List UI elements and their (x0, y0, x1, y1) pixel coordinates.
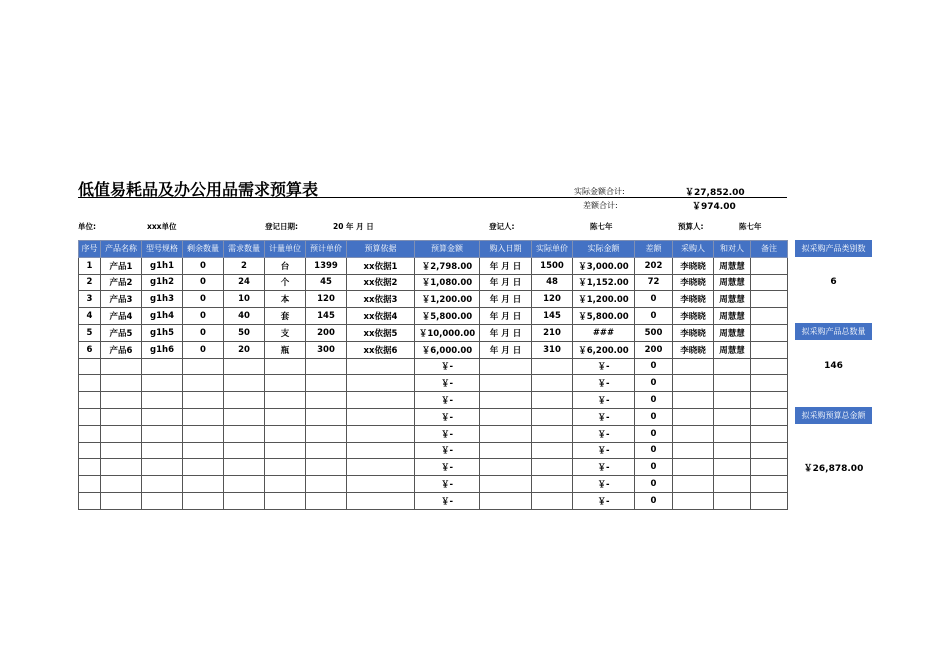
table-cell[interactable]: 145 (306, 308, 347, 325)
table-cell[interactable]: 产品6 (101, 341, 142, 358)
registrar-label: 登记人: (489, 222, 515, 231)
column-header: 采购人 (673, 241, 714, 258)
table-cell[interactable] (480, 492, 532, 509)
quantity-total-label: 拟采购产品总数量 (795, 323, 872, 340)
table-cell[interactable]: ### (573, 324, 635, 341)
table-cell[interactable]: 500 (635, 324, 673, 341)
column-header: 预计单价 (306, 241, 347, 258)
table-cell[interactable] (224, 492, 265, 509)
table-cell[interactable] (142, 408, 183, 425)
table-cell[interactable] (79, 408, 101, 425)
table-cell[interactable]: ￥- (573, 492, 635, 509)
table-cell[interactable] (224, 442, 265, 459)
table-cell[interactable] (306, 392, 347, 409)
table-cell[interactable] (306, 442, 347, 459)
table-cell[interactable]: xx依据5 (347, 324, 415, 341)
table-cell[interactable] (673, 492, 714, 509)
table-cell[interactable]: g1h1 (142, 257, 183, 274)
table-cell[interactable] (265, 408, 306, 425)
table-cell[interactable]: xx依据4 (347, 308, 415, 325)
column-header: 差额 (635, 241, 673, 258)
table-cell[interactable]: ￥1,152.00 (573, 274, 635, 291)
table-cell[interactable] (347, 425, 415, 442)
table-cell[interactable]: 年 月 日 (480, 274, 532, 291)
table-cell[interactable] (714, 358, 751, 375)
table-cell[interactable] (751, 408, 788, 425)
table-cell[interactable] (101, 375, 142, 392)
column-header: 需求数量 (224, 241, 265, 258)
table-cell[interactable] (183, 442, 224, 459)
date-value: 20 年 月 日 (333, 222, 374, 231)
table-cell[interactable]: 李晓晓 (673, 257, 714, 274)
column-header: 剩余数量 (183, 241, 224, 258)
table-row (79, 257, 788, 274)
table-cell[interactable] (751, 257, 788, 274)
table-cell[interactable]: 周慧慧 (714, 308, 751, 325)
table-cell[interactable] (183, 425, 224, 442)
table-cell[interactable] (79, 476, 101, 493)
table-cell[interactable] (265, 476, 306, 493)
table-cell[interactable] (306, 492, 347, 509)
table-cell[interactable]: ￥10,000.00 (415, 324, 480, 341)
table-cell[interactable]: 0 (183, 308, 224, 325)
table-cell[interactable]: ￥3,000.00 (573, 257, 635, 274)
table-cell[interactable] (347, 459, 415, 476)
table-cell[interactable] (714, 425, 751, 442)
table-cell[interactable]: 120 (532, 291, 573, 308)
table-cell[interactable]: ￥2,798.00 (415, 257, 480, 274)
table-cell[interactable]: 6 (79, 341, 101, 358)
table-cell[interactable] (265, 392, 306, 409)
column-header: 预算金额 (415, 241, 480, 258)
unit-label: 单位: (78, 222, 96, 231)
table-cell[interactable] (183, 358, 224, 375)
table-cell[interactable] (532, 392, 573, 409)
table-cell[interactable] (347, 492, 415, 509)
table-cell[interactable] (480, 476, 532, 493)
table-cell[interactable]: 李晓晓 (673, 291, 714, 308)
table-cell[interactable]: 200 (306, 324, 347, 341)
table-cell[interactable]: 年 月 日 (480, 341, 532, 358)
table-cell[interactable] (101, 459, 142, 476)
table-cell[interactable] (224, 408, 265, 425)
table-cell[interactable] (532, 375, 573, 392)
table-cell[interactable] (532, 425, 573, 442)
table-cell[interactable] (347, 358, 415, 375)
title-underline (78, 197, 787, 198)
actual-total-label: 实际金额合计: (574, 187, 625, 196)
table-cell[interactable] (101, 442, 142, 459)
budget-total-value: ￥26,878.00 (803, 464, 864, 474)
table-cell[interactable]: 0 (635, 442, 673, 459)
table-cell[interactable] (714, 375, 751, 392)
table-cell[interactable]: 300 (306, 341, 347, 358)
table-cell[interactable]: ￥- (415, 459, 480, 476)
table-cell[interactable] (480, 375, 532, 392)
category-count-label: 拟采购产品类别数 (795, 240, 872, 257)
table-cell[interactable] (673, 392, 714, 409)
table-cell[interactable]: 1500 (532, 257, 573, 274)
table-cell[interactable] (265, 492, 306, 509)
table-cell[interactable] (751, 308, 788, 325)
table-cell[interactable] (480, 459, 532, 476)
table-cell[interactable]: 0 (635, 459, 673, 476)
table-cell[interactable] (347, 476, 415, 493)
column-header: 和对人 (714, 241, 751, 258)
table-cell[interactable]: 1 (79, 257, 101, 274)
table-cell[interactable] (224, 459, 265, 476)
table-cell[interactable]: 45 (306, 274, 347, 291)
table-cell[interactable]: 120 (306, 291, 347, 308)
table-cell[interactable]: 2 (79, 274, 101, 291)
table-cell[interactable]: ￥- (573, 459, 635, 476)
table-cell[interactable]: ￥- (415, 358, 480, 375)
table-cell[interactable] (480, 442, 532, 459)
budget-table (78, 240, 788, 510)
table-cell[interactable]: ￥- (573, 375, 635, 392)
table-cell[interactable] (673, 408, 714, 425)
table-cell[interactable] (142, 442, 183, 459)
budget-total-label: 拟采购预算总金额 (795, 407, 872, 424)
table-row (79, 274, 788, 291)
table-cell[interactable]: 套 (265, 308, 306, 325)
table-cell[interactable] (101, 476, 142, 493)
table-cell[interactable] (751, 459, 788, 476)
table-cell[interactable] (751, 476, 788, 493)
table-cell[interactable]: 72 (635, 274, 673, 291)
table-cell[interactable]: ￥- (415, 392, 480, 409)
table-cell[interactable]: 24 (224, 274, 265, 291)
table-cell[interactable]: 0 (635, 392, 673, 409)
table-cell[interactable] (101, 358, 142, 375)
table-cell[interactable] (347, 408, 415, 425)
table-cell[interactable]: ￥- (415, 375, 480, 392)
table-cell[interactable]: xx依据6 (347, 341, 415, 358)
table-cell[interactable] (265, 358, 306, 375)
column-header: 购入日期 (480, 241, 532, 258)
table-cell[interactable]: 周慧慧 (714, 324, 751, 341)
table-cell[interactable] (79, 492, 101, 509)
table-cell[interactable]: ￥1,200.00 (573, 291, 635, 308)
table-cell[interactable]: 0 (183, 257, 224, 274)
table-cell[interactable] (751, 425, 788, 442)
table-cell[interactable] (306, 459, 347, 476)
table-cell[interactable]: g1h2 (142, 274, 183, 291)
column-header: 备注 (751, 241, 788, 258)
table-cell[interactable] (142, 375, 183, 392)
table-cell[interactable] (142, 392, 183, 409)
page-title: 低值易耗品及办公用品需求预算表 (78, 180, 319, 199)
table-cell[interactable] (347, 375, 415, 392)
table-cell[interactable] (714, 408, 751, 425)
table-cell[interactable]: 产品4 (101, 308, 142, 325)
table-cell[interactable] (751, 375, 788, 392)
table-row (79, 324, 788, 341)
table-cell[interactable]: 周慧慧 (714, 291, 751, 308)
table-cell[interactable] (79, 442, 101, 459)
table-row (79, 408, 788, 425)
table-cell[interactable] (224, 392, 265, 409)
quantity-total-value: 146 (824, 361, 843, 371)
table-cell[interactable] (751, 291, 788, 308)
table-cell[interactable] (751, 274, 788, 291)
table-cell[interactable] (79, 392, 101, 409)
table-cell[interactable] (714, 492, 751, 509)
table-cell[interactable]: ￥- (415, 476, 480, 493)
table-cell[interactable] (79, 425, 101, 442)
table-cell[interactable] (265, 459, 306, 476)
table-cell[interactable] (480, 392, 532, 409)
table-cell[interactable]: 周慧慧 (714, 257, 751, 274)
table-cell[interactable]: 0 (635, 425, 673, 442)
table-cell[interactable]: 年 月 日 (480, 308, 532, 325)
table-cell[interactable]: ￥5,800.00 (573, 308, 635, 325)
table-cell[interactable]: xx依据3 (347, 291, 415, 308)
table-cell[interactable] (101, 392, 142, 409)
table-cell[interactable]: 周慧慧 (714, 274, 751, 291)
table-cell[interactable]: 0 (183, 291, 224, 308)
table-cell[interactable]: 支 (265, 324, 306, 341)
table-cell[interactable] (79, 459, 101, 476)
table-cell[interactable] (183, 476, 224, 493)
table-row (79, 425, 788, 442)
table-cell[interactable]: ￥- (415, 425, 480, 442)
table-row (79, 492, 788, 509)
table-cell[interactable] (224, 358, 265, 375)
table-cell[interactable]: ￥- (573, 408, 635, 425)
table-cell[interactable]: 产品2 (101, 274, 142, 291)
table-cell[interactable]: 10 (224, 291, 265, 308)
table-cell[interactable]: 李晓晓 (673, 274, 714, 291)
table-cell[interactable]: 310 (532, 341, 573, 358)
table-cell[interactable]: 本 (265, 291, 306, 308)
table-header-row (79, 241, 788, 258)
table-row (79, 375, 788, 392)
table-cell[interactable]: ￥- (573, 392, 635, 409)
table-cell[interactable] (714, 476, 751, 493)
table-cell[interactable]: 200 (635, 341, 673, 358)
table-cell[interactable]: xx依据2 (347, 274, 415, 291)
table-cell[interactable] (142, 358, 183, 375)
column-header: 实际单价 (532, 241, 573, 258)
table-cell[interactable]: 年 月 日 (480, 324, 532, 341)
category-count-value: 6 (830, 277, 837, 287)
table-cell[interactable] (265, 442, 306, 459)
table-cell[interactable]: 瓶 (265, 341, 306, 358)
table-cell[interactable]: 0 (635, 291, 673, 308)
table-cell[interactable] (183, 375, 224, 392)
table-row (79, 308, 788, 325)
table-cell[interactable] (751, 442, 788, 459)
registrar-value: 陈七年 (590, 222, 613, 231)
table-cell[interactable] (347, 392, 415, 409)
table-cell[interactable]: 5 (79, 324, 101, 341)
table-cell[interactable]: 0 (635, 308, 673, 325)
actual-total-value: ￥27,852.00 (685, 188, 745, 198)
table-cell[interactable] (183, 492, 224, 509)
table-cell[interactable] (673, 375, 714, 392)
table-cell[interactable] (714, 442, 751, 459)
table-cell[interactable]: ￥6,200.00 (573, 341, 635, 358)
column-header: 型号规格 (142, 241, 183, 258)
table-cell[interactable] (673, 442, 714, 459)
table-cell[interactable]: 产品5 (101, 324, 142, 341)
table-cell[interactable] (751, 492, 788, 509)
column-header: 产品名称 (101, 241, 142, 258)
table-cell[interactable]: g1h4 (142, 308, 183, 325)
table-cell[interactable]: 台 (265, 257, 306, 274)
table-cell[interactable] (751, 324, 788, 341)
table-cell[interactable]: ￥5,800.00 (415, 308, 480, 325)
table-cell[interactable] (751, 358, 788, 375)
column-header: 序号 (79, 241, 101, 258)
table-cell[interactable]: ￥- (573, 476, 635, 493)
table-cell[interactable] (183, 459, 224, 476)
table-cell[interactable]: 202 (635, 257, 673, 274)
table-cell[interactable] (101, 425, 142, 442)
table-cell[interactable]: ￥1,080.00 (415, 274, 480, 291)
table-cell[interactable] (101, 492, 142, 509)
table-row (79, 442, 788, 459)
table-cell[interactable] (751, 341, 788, 358)
table-cell[interactable] (306, 425, 347, 442)
table-cell[interactable]: 0 (635, 476, 673, 493)
table-cell[interactable] (79, 375, 101, 392)
table-cell[interactable] (673, 459, 714, 476)
table-cell[interactable]: 1399 (306, 257, 347, 274)
table-cell[interactable] (101, 408, 142, 425)
table-cell[interactable]: 年 月 日 (480, 257, 532, 274)
table-cell[interactable]: 20 (224, 341, 265, 358)
column-header: 计量单位 (265, 241, 306, 258)
table-cell[interactable] (532, 358, 573, 375)
table-cell[interactable]: 145 (532, 308, 573, 325)
table-cell[interactable]: ￥- (415, 442, 480, 459)
table-cell[interactable]: 0 (635, 492, 673, 509)
table-cell[interactable] (532, 459, 573, 476)
column-header: 预算依据 (347, 241, 415, 258)
table-cell[interactable]: 2 (224, 257, 265, 274)
table-cell[interactable]: g1h6 (142, 341, 183, 358)
table-cell[interactable] (480, 425, 532, 442)
table-cell[interactable]: 3 (79, 291, 101, 308)
table-cell[interactable] (532, 408, 573, 425)
table-row (79, 392, 788, 409)
column-header: 实际金额 (573, 241, 635, 258)
table-cell[interactable]: ￥6,000.00 (415, 341, 480, 358)
table-cell[interactable] (532, 442, 573, 459)
table-cell[interactable]: 50 (224, 324, 265, 341)
table-cell[interactable]: 周慧慧 (714, 341, 751, 358)
table-cell[interactable] (480, 358, 532, 375)
table-cell[interactable]: 产品1 (101, 257, 142, 274)
table-cell[interactable] (306, 408, 347, 425)
table-cell[interactable] (532, 476, 573, 493)
table-cell[interactable]: 0 (183, 341, 224, 358)
table-cell[interactable]: ￥1,200.00 (415, 291, 480, 308)
table-cell[interactable]: 产品3 (101, 291, 142, 308)
table-cell[interactable] (224, 425, 265, 442)
table-cell[interactable]: 李晓晓 (673, 341, 714, 358)
table-row (79, 358, 788, 375)
table-cell[interactable]: 李晓晓 (673, 324, 714, 341)
table-cell[interactable] (480, 408, 532, 425)
table-cell[interactable] (751, 392, 788, 409)
table-cell[interactable]: 个 (265, 274, 306, 291)
table-cell[interactable]: ￥- (573, 425, 635, 442)
table-cell[interactable] (673, 358, 714, 375)
unit-value: xxx单位 (147, 222, 177, 231)
table-cell[interactable]: 0 (635, 375, 673, 392)
table-row (79, 341, 788, 358)
diff-total-value: ￥974.00 (692, 202, 736, 212)
table-cell[interactable] (224, 476, 265, 493)
table-cell[interactable] (673, 476, 714, 493)
table-cell[interactable]: 0 (183, 324, 224, 341)
table-cell[interactable] (532, 492, 573, 509)
table-cell[interactable]: 48 (532, 274, 573, 291)
table-cell[interactable]: ￥- (415, 492, 480, 509)
table-cell[interactable] (79, 358, 101, 375)
table-cell[interactable] (673, 425, 714, 442)
table-cell[interactable] (265, 375, 306, 392)
table-cell[interactable]: 0 (635, 408, 673, 425)
table-cell[interactable]: xx依据1 (347, 257, 415, 274)
table-cell[interactable] (714, 459, 751, 476)
table-cell[interactable] (142, 476, 183, 493)
table-cell[interactable] (306, 476, 347, 493)
table-cell[interactable] (183, 408, 224, 425)
table-cell[interactable]: 210 (532, 324, 573, 341)
table-cell[interactable]: 0 (635, 358, 673, 375)
table-cell[interactable]: 4 (79, 308, 101, 325)
table-cell[interactable] (142, 425, 183, 442)
table-cell[interactable]: 李晓晓 (673, 308, 714, 325)
table-cell[interactable]: ￥- (415, 408, 480, 425)
date-label: 登记日期: (265, 222, 298, 231)
table-cell[interactable]: ￥- (573, 442, 635, 459)
table-cell[interactable] (265, 425, 306, 442)
table-cell[interactable] (714, 392, 751, 409)
table-cell[interactable] (306, 358, 347, 375)
diff-total-label: 差额合计: (583, 201, 618, 210)
table-cell[interactable]: g1h5 (142, 324, 183, 341)
table-cell[interactable] (306, 375, 347, 392)
table-cell[interactable]: 40 (224, 308, 265, 325)
table-cell[interactable]: g1h3 (142, 291, 183, 308)
table-cell[interactable] (183, 392, 224, 409)
table-row (79, 476, 788, 493)
budgeter-label: 预算人: (678, 222, 704, 231)
table-cell[interactable] (224, 375, 265, 392)
table-cell[interactable]: 0 (183, 274, 224, 291)
table-cell[interactable] (142, 459, 183, 476)
budgeter-value: 陈七年 (739, 222, 762, 231)
table-cell[interactable]: ￥- (573, 358, 635, 375)
table-cell[interactable] (347, 442, 415, 459)
table-row (79, 291, 788, 308)
table-cell[interactable] (142, 492, 183, 509)
table-cell[interactable]: 年 月 日 (480, 291, 532, 308)
table-row (79, 459, 788, 476)
